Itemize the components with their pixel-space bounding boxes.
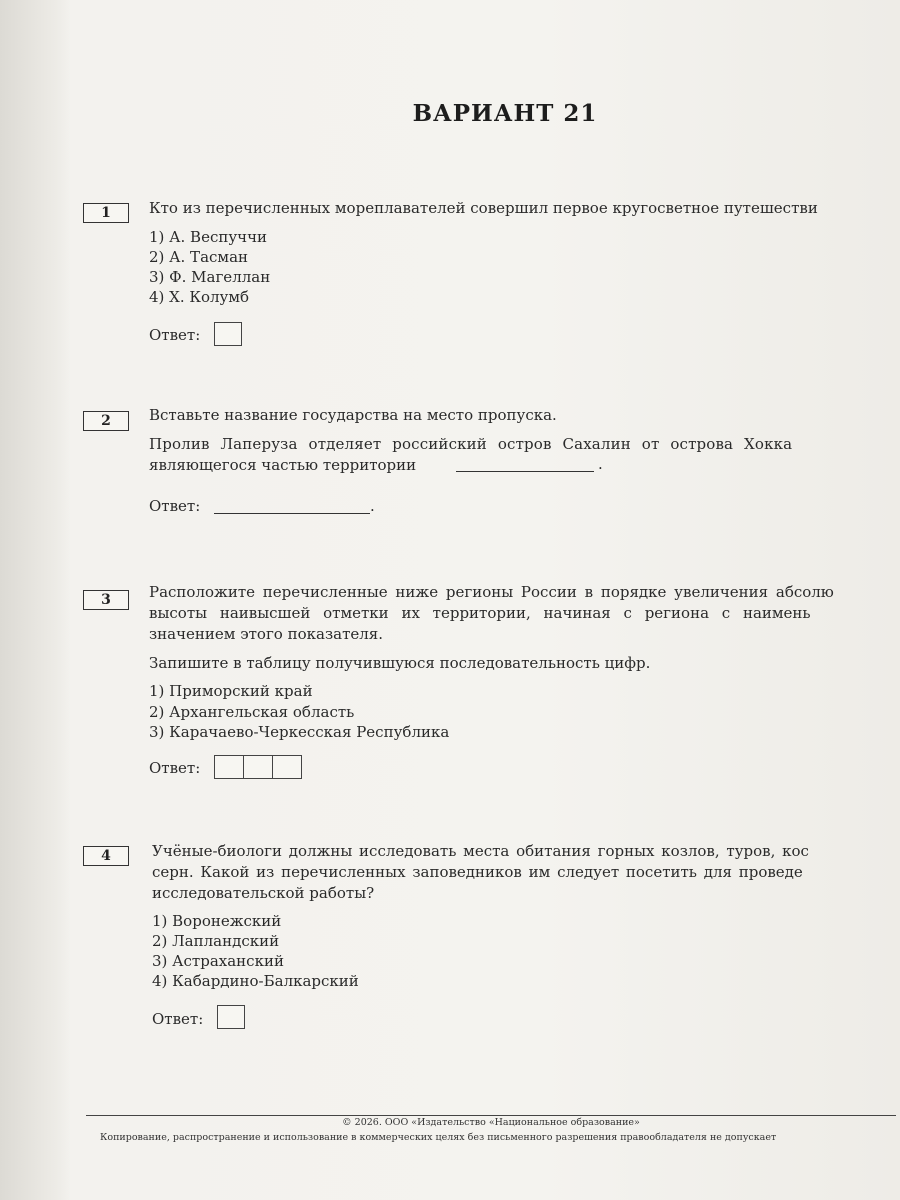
task-3-option-3: 3) Карачаево-Черкесская Республика [149,723,450,741]
task-2-answer-line[interactable] [214,513,370,514]
task-2-blank [456,471,594,472]
binding-shadow [0,0,70,1200]
task-3-answer-table [214,755,302,779]
task-2-statement-line-2: являющегося частью территории [149,456,417,474]
task-2-blank-period: . [598,455,603,473]
task-4-option-1: 1) Воронежский [152,912,282,930]
task-4-answer-box[interactable] [217,1005,245,1029]
task-3-instruction: Запишите в таблицу получившуюся последовательность цифр. [149,654,651,672]
task-4-question-line-2: серн. Какой из перечисленных заповедников им следует посетить для проведе [152,863,803,881]
task-2-number: 2 [83,411,129,431]
task-3-question-line-2: высоты наивысшей отметки их территории, начиная с региона с наимень [149,604,811,622]
task-3-option-1: 1) Приморский край [149,682,313,700]
task-3-option-2: 2) Архангельская область [149,703,355,721]
task-4-option-4: 4) Кабардино-Балкарский [152,972,359,990]
task-2-question: Вставьте название государства на место пропуска. [149,406,557,424]
footer-copyright: © 2026. ООО «Издательство «Национальное образование» [342,1117,640,1128]
task-3-number: 3 [83,590,129,610]
task-4-question-line-1: Учёные-биологи должны исследовать места обитания горных козлов, туров, кос [152,842,809,860]
task-1-answer-label: Ответ: [149,326,201,344]
task-3-question-line-3: значением этого показателя. [149,625,384,643]
task-2-answer-label: Ответ: [149,497,201,515]
task-2-answer-period: . [370,497,375,515]
task-4-number: 4 [83,846,129,866]
task-1-answer-box[interactable] [214,322,242,346]
task-4-option-2: 2) Лапландский [152,932,280,950]
task-1-number: 1 [83,203,129,223]
task-4-question-line-3: исследовательской работы? [152,884,375,902]
task-1-question: Кто из перечисленных мореплавателей совершил первое кругосветное путешестви [149,199,818,217]
task-4-answer-label: Ответ: [152,1010,204,1028]
task-2-statement-line-1: Пролив Лаперуза отделяет российский остров Сахалин от острова Хокка [149,435,793,453]
task-3-question-line-1: Расположите перечисленные ниже регионы России в порядке увеличения абсолю [149,583,834,601]
footer-rule [86,1115,896,1116]
task-3-answer-cell-2[interactable] [244,756,273,778]
task-1-option-1: 1) А. Веспуччи [149,228,268,246]
footer-notice: Копирование, распространение и использование в коммерческих целях без письменного разрешения правообладателя не допускает [100,1132,777,1143]
task-1-option-3: 3) Ф. Магеллан [149,268,271,286]
task-1-option-4: 4) Х. Колумб [149,288,250,306]
task-4-option-3: 3) Астраханский [152,952,284,970]
task-1-option-2: 2) А. Тасман [149,248,249,266]
task-3-answer-cell-3[interactable] [273,756,301,778]
variant-title: ВАРИАНТ 21 [412,100,598,127]
task-3-answer-label: Ответ: [149,759,201,777]
task-3-answer-cell-1[interactable] [215,756,244,778]
